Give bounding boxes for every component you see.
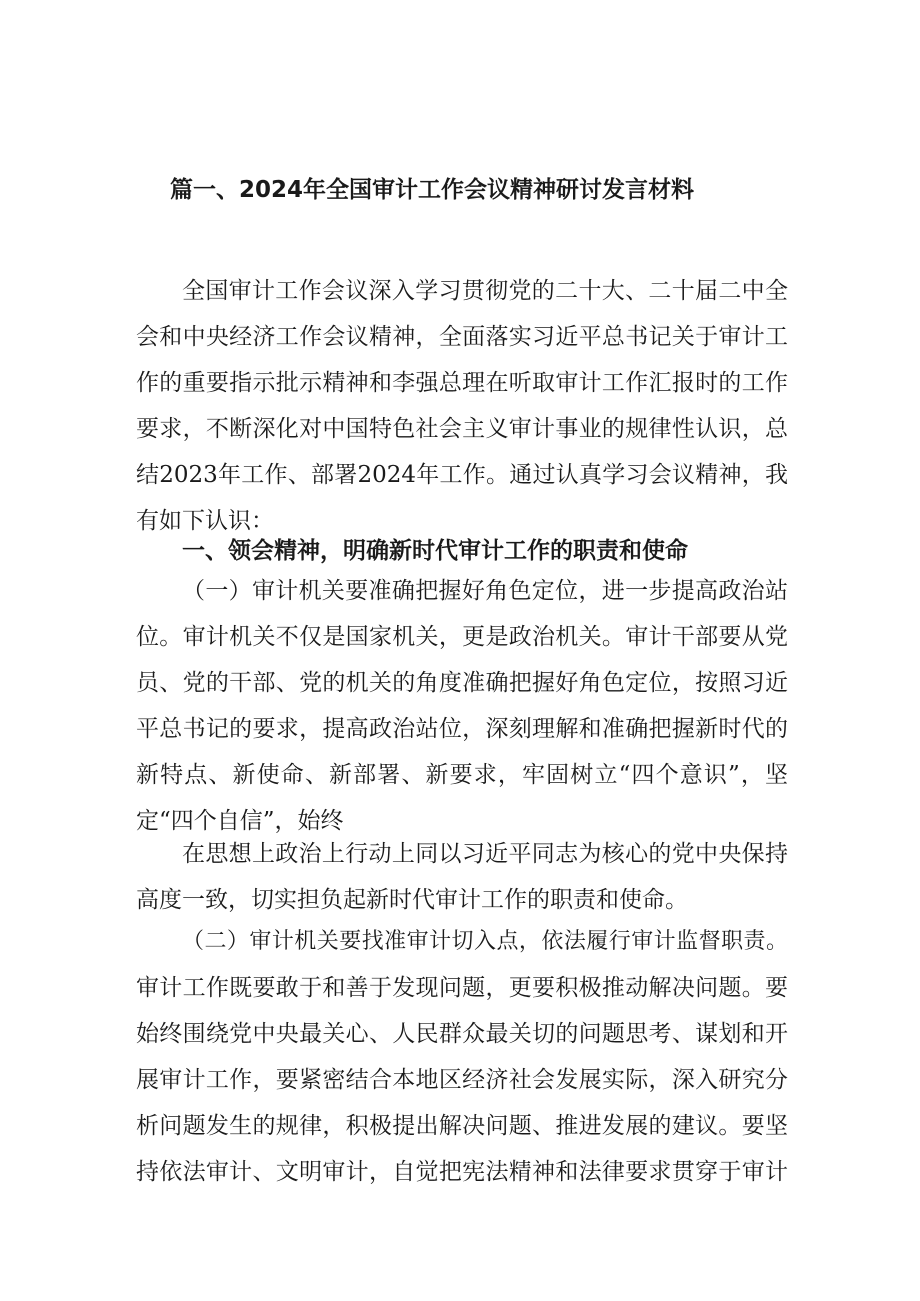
- text-line: 平总书记的要求，提高政治站位，深刻理解和准确把握新时代的: [136, 716, 788, 742]
- paragraph-three: [136, 919, 788, 1195]
- text-line: 定“四个自信”，始终: [136, 808, 344, 834]
- document-title: 篇一、2024年全国审计工作会议精神研讨发言材料: [170, 177, 695, 203]
- text-line: 始终围绕党中央最关心、人民群众最关切的问题思考、谋划和开: [136, 1021, 788, 1047]
- text-line: 持依法审计、文明审计，自觉把宪法精神和法律要求贯穿于审计: [136, 1159, 788, 1185]
- text-line: 高度一致，切实担负起新时代审计工作的职责和使命。: [136, 887, 688, 913]
- text-line: 新特点、新使命、新部署、新要求，牢固树立“四个意识”，坚: [136, 762, 788, 788]
- text-line: 审计工作既要敢于和善于发现问题，更要积极推动解决问题。要: [136, 975, 788, 1001]
- text-line: 析问题发生的规律，积极提出解决问题、推进发展的建议。要坚: [136, 1113, 788, 1139]
- text-line: 展审计工作，要紧密结合本地区经济社会发展实际，深入研究分: [136, 1067, 788, 1093]
- text-line: 要求，不断深化对中国特色社会主义审计事业的规律性认识，总: [136, 416, 788, 442]
- section-heading: 一、领会精神，明确新时代审计工作的职责和使命: [182, 538, 688, 564]
- text-line: 全国审计工作会议深入学习贯彻党的二十大、二十届二中全: [182, 278, 788, 304]
- paragraph-two: [136, 831, 788, 923]
- text-line: 作的重要指示批示精神和李强总理在听取审计工作汇报时的工作: [136, 370, 788, 396]
- text-line: 在思想上政治上行动上同以习近平同志为核心的党中央保持: [182, 841, 788, 867]
- text-line: 有如下认识：: [136, 508, 274, 534]
- paragraph-one: [136, 568, 788, 844]
- text-line: 员、党的干部、党的机关的角度准确把握好角色定位，按照习近: [136, 670, 788, 696]
- text-line: 结2023年工作、部署2024年工作。通过认真学习会议精神，我: [136, 462, 788, 488]
- text-line: （一）审计机关要准确把握好角色定位，进一步提高政治站: [182, 578, 788, 604]
- text-line: （二）审计机关要找准审计切入点，依法履行审计监督职责。: [182, 929, 788, 954]
- text-line: 位。审计机关不仅是国家机关，更是政治机关。审计干部要从党: [136, 624, 788, 650]
- intro-paragraph: [136, 268, 788, 544]
- text-line: 会和中央经济工作会议精神，全面落实习近平总书记关于审计工: [136, 324, 788, 350]
